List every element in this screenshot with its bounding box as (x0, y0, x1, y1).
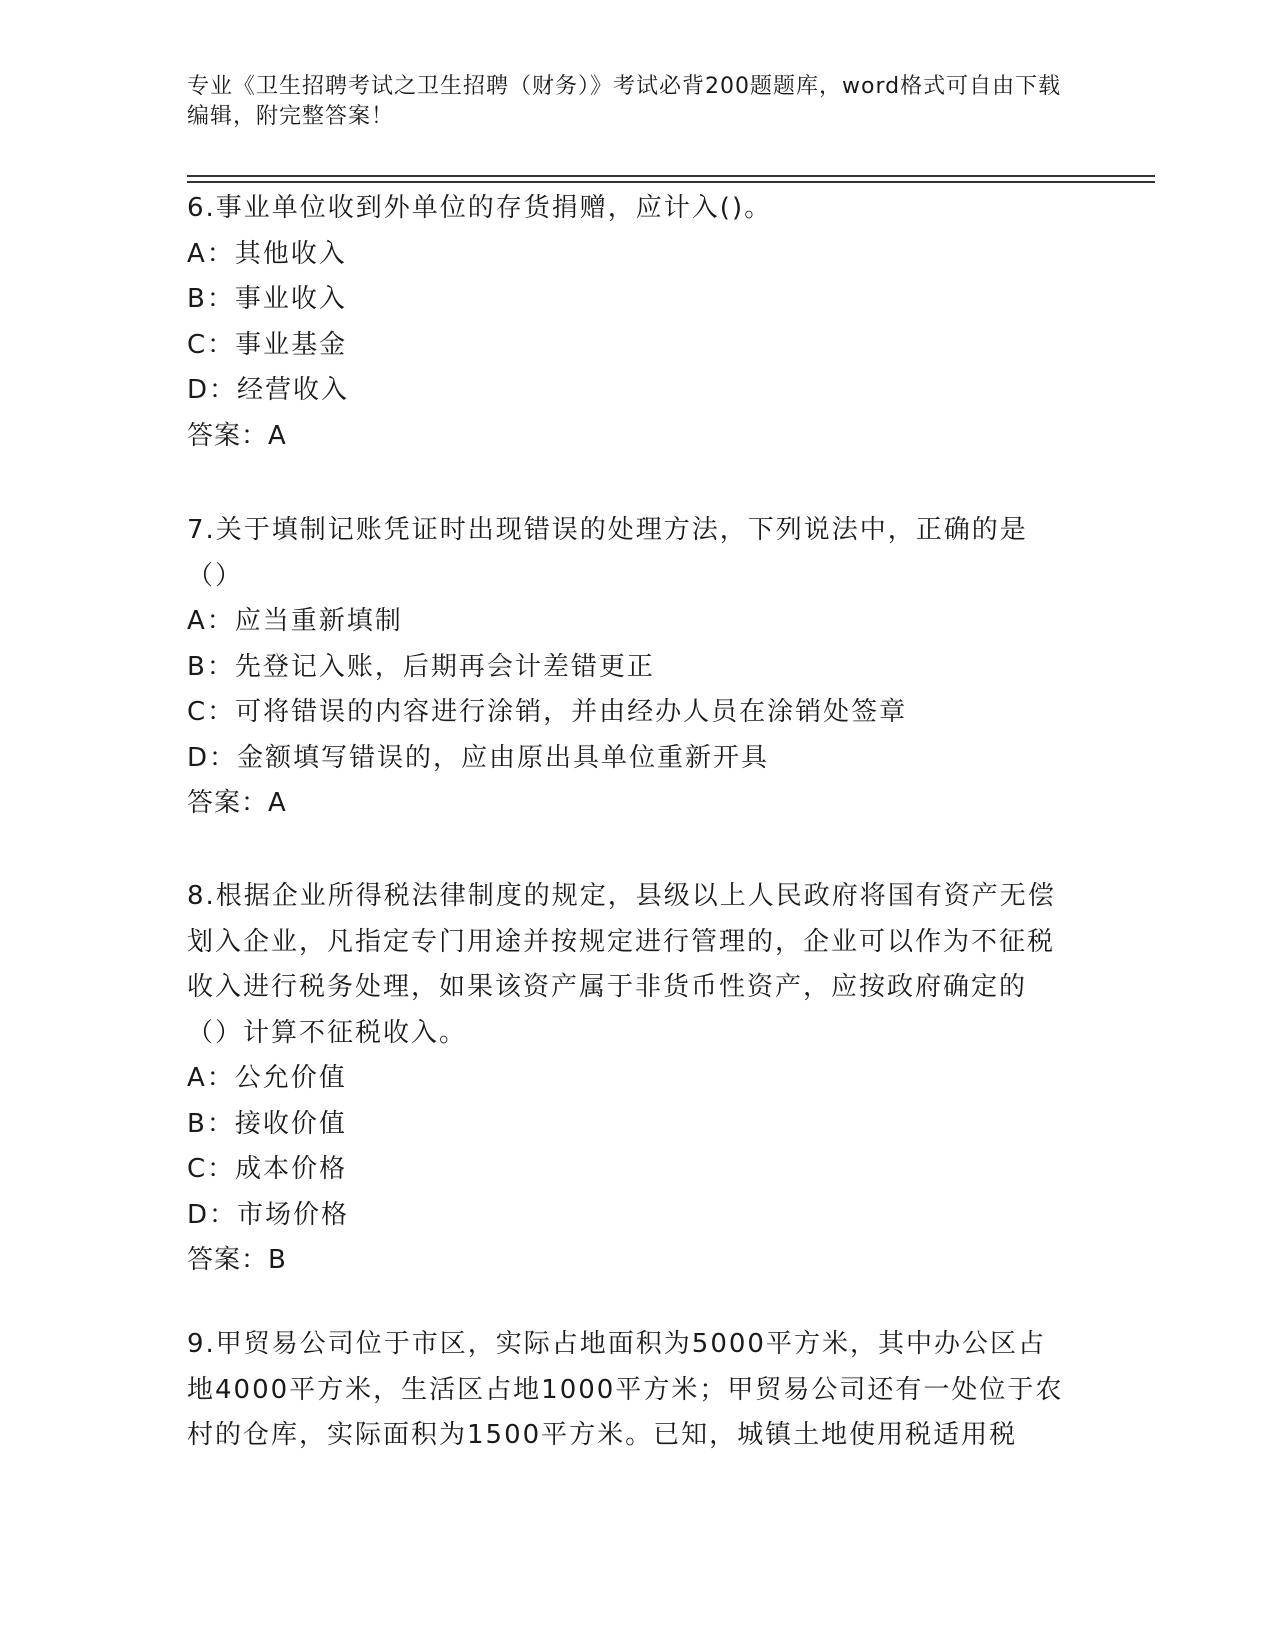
option-d: D：金额填写错误的，应由原出具单位重新开具 (187, 742, 770, 773)
question-stem: 8.根据企业所得税法律制度的规定，县级以上人民政府将国有资产无偿划入企业，凡指定专门用途并按规定进行管理的，企业可以作为不征税收入进行税务处理，如果该资产属于非货币性资产，应按政府确定的（）计算不征税收入。 (187, 881, 1056, 1048)
option-b: B：事业收入 (187, 284, 347, 314)
option-b: B：先登记入账，后期再会计差错更正 (187, 651, 655, 682)
option-c: C：可将错误的内容进行涂销，并由经办人员在涂销处签章 (187, 697, 908, 727)
option-a: A：公允价值 (187, 1063, 347, 1093)
question-7 (187, 508, 1067, 827)
question-9 (187, 1322, 1067, 1459)
question-6 (187, 186, 1067, 459)
option-d: D：经营收入 (187, 375, 350, 405)
option-a: A：其他收入 (187, 238, 347, 269)
option-b: B：接收价值 (187, 1108, 347, 1139)
header-divider-top (187, 175, 1155, 177)
question-stem: 7.关于填制记账凭证时出现错误的处理方法，下列说法中，正确的是（） (187, 515, 1028, 591)
option-c: C：事业基金 (187, 329, 348, 360)
option-a: A：应当重新填制 (187, 606, 403, 636)
question-8 (187, 874, 1067, 1284)
option-c: C：成本价格 (187, 1154, 348, 1184)
document-header: 专业《卫生招聘考试之卫生招聘（财务）》考试必背200题题库，word格式可自由下载编辑，附完整答案！ (187, 74, 1062, 129)
header-divider-bottom (187, 181, 1155, 183)
answer-line: 答案：A (187, 788, 287, 818)
answer-line: 答案：B (187, 1245, 287, 1275)
answer-line: 答案：A (187, 420, 287, 451)
question-stem: 6.事业单位收到外单位的存货捐赠，应计入()。 (187, 193, 773, 223)
option-d: D：市场价格 (187, 1199, 350, 1230)
question-stem: 9.甲贸易公司位于市区，实际占地面积为5000平方米，其中办公区占地4000平方米，生活区占地1000平方米；甲贸易公司还有一处位于农村的仓库，实际面积为1500平方米。已知，城镇土地使用税适用税 (187, 1329, 1064, 1450)
